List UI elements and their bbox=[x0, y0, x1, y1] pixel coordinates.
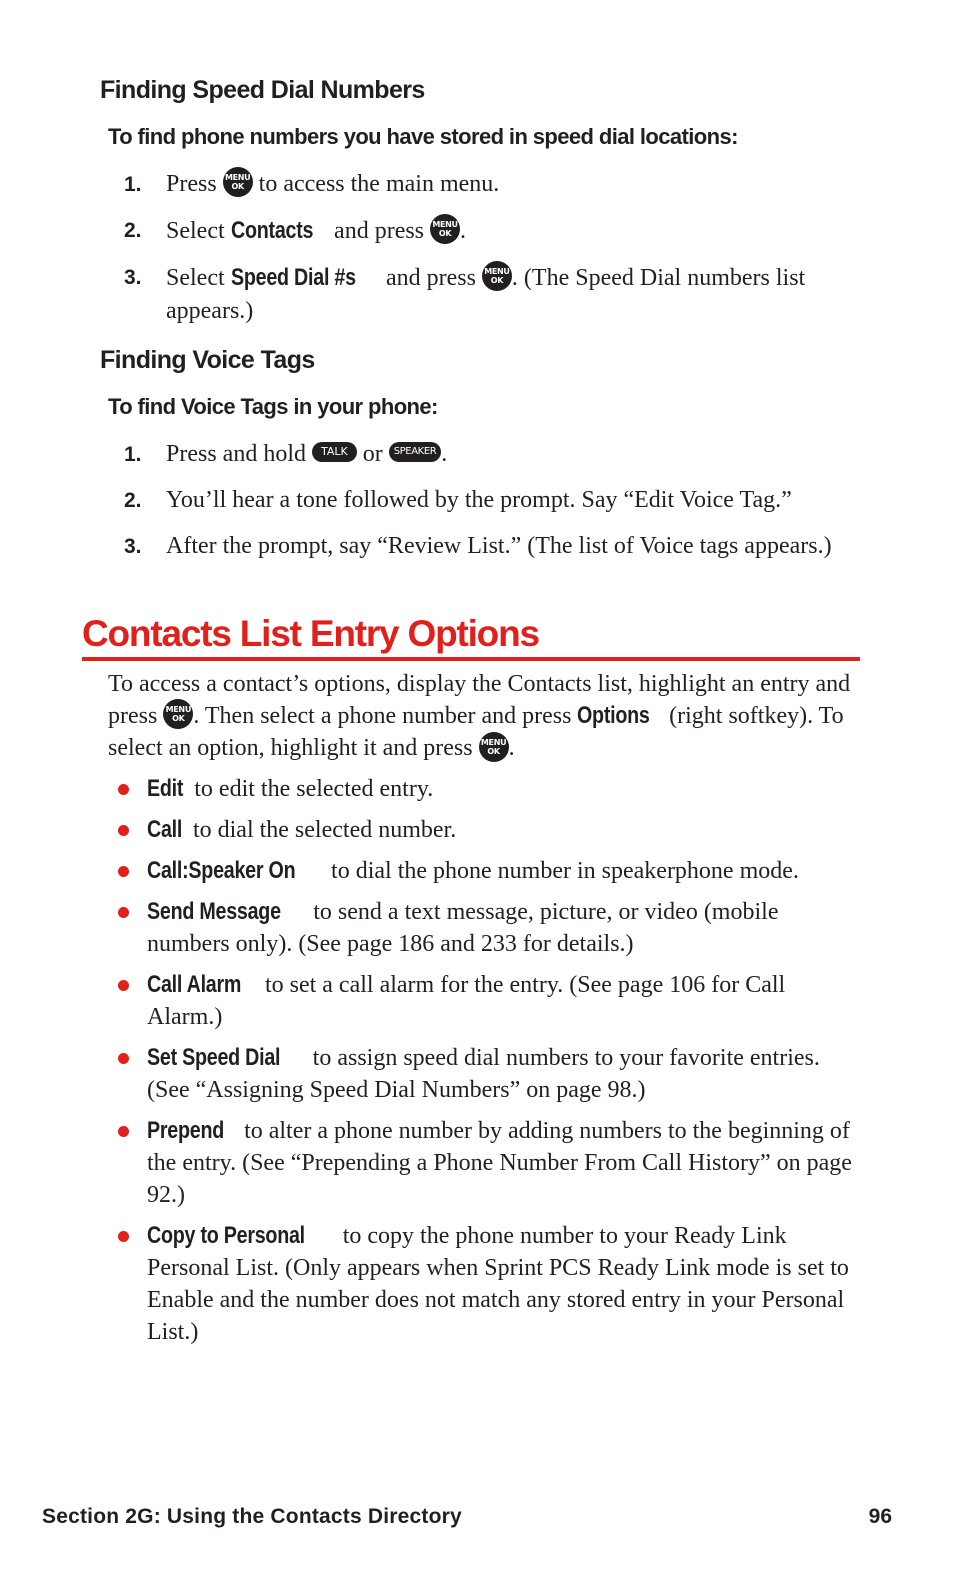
voice-tags-intro: To find Voice Tags in your phone: bbox=[108, 394, 438, 419]
options-intro-paragraph bbox=[108, 668, 858, 765]
bullet-dot-icon bbox=[118, 907, 129, 918]
step-number: 2. bbox=[124, 219, 142, 242]
option-description: to edit the selected entry. bbox=[194, 776, 434, 802]
bullet-dot-icon bbox=[118, 980, 129, 991]
step-text: After the prompt, say “Review List.” (The list of Voice tags appears.) bbox=[166, 533, 832, 559]
list-item bbox=[120, 261, 860, 328]
step-number: 1. bbox=[124, 173, 142, 196]
menu-ok-key-icon: MENU OK bbox=[482, 261, 512, 291]
list-item bbox=[120, 214, 860, 248]
menu-ok-key-icon: MENU OK bbox=[479, 732, 509, 762]
option-term: Call Alarm bbox=[147, 971, 242, 998]
list-item bbox=[120, 484, 860, 517]
step-number: 3. bbox=[124, 535, 142, 558]
step-text: Select bbox=[166, 265, 225, 291]
step-text: Press bbox=[166, 171, 217, 197]
heading-finding-voice-tags: Finding Voice Tags bbox=[100, 346, 315, 374]
option-term: Call bbox=[147, 816, 183, 843]
list-item bbox=[116, 855, 860, 887]
options-list bbox=[116, 773, 860, 1357]
speed-dial-intro: To find phone numbers you have stored in speed dial locations: bbox=[108, 124, 738, 149]
list-item bbox=[116, 814, 860, 846]
softkey-term: Options bbox=[577, 702, 651, 729]
menu-term: Speed Dial #s bbox=[230, 264, 356, 291]
menu-term: Contacts bbox=[230, 217, 313, 244]
bullet-dot-icon bbox=[118, 825, 129, 836]
speed-dial-steps bbox=[120, 168, 860, 341]
para-text: (right softkey). To select an option, highlight it and press bbox=[108, 703, 844, 762]
voice-tags-steps bbox=[120, 438, 860, 576]
step-text: and press bbox=[385, 265, 476, 291]
step-number: 2. bbox=[124, 489, 142, 512]
step-text: . (The Speed Dial numbers list appears.) bbox=[166, 265, 806, 324]
option-term: Prepend bbox=[147, 1117, 225, 1144]
step-text: Select bbox=[166, 218, 225, 244]
bullet-dot-icon bbox=[118, 1053, 129, 1064]
option-description: to send a text message, picture, or video (mobile numbers only). (See page 186 and 233 for details.) bbox=[147, 899, 779, 957]
option-description: to assign speed dial numbers to your favorite entries. (See “Assigning Speed Dial Numbers” on page 98.) bbox=[147, 1045, 820, 1103]
step-text: . bbox=[460, 218, 467, 244]
option-term: Set Speed Dial bbox=[147, 1044, 281, 1071]
option-description: to copy the phone number to your Ready Link Personal List. (Only appears when Sprint PCS Ready Link mode is set to Enable and the number does not match any stored entry in your Personal List.) bbox=[147, 1223, 849, 1345]
list-item bbox=[116, 1220, 860, 1348]
para-text: To access a contact’s options, display the Contacts list, highlight an entry and press bbox=[108, 671, 851, 729]
option-description: to set a call alarm for the entry. (See page 106 for Call Alarm.) bbox=[147, 972, 786, 1030]
list-item bbox=[120, 530, 860, 563]
bullet-dot-icon bbox=[118, 866, 129, 877]
bullet-dot-icon bbox=[118, 1231, 129, 1242]
list-item bbox=[116, 896, 860, 960]
step-text: Press and hold bbox=[166, 441, 306, 467]
section-title: Contacts List Entry Options bbox=[82, 612, 860, 661]
step-text: and press bbox=[334, 218, 425, 244]
para-text: . bbox=[508, 735, 515, 762]
option-term: Edit bbox=[147, 775, 184, 802]
list-item bbox=[116, 1115, 860, 1211]
list-item bbox=[120, 168, 860, 201]
option-term: Send Message bbox=[147, 898, 281, 925]
para-text: . Then select a phone number and press bbox=[193, 703, 572, 729]
option-term: Copy to Personal bbox=[147, 1222, 305, 1249]
step-number: 1. bbox=[124, 443, 142, 466]
list-item bbox=[116, 969, 860, 1033]
step-text: to access the main menu. bbox=[258, 171, 500, 197]
footer-section-label: Section 2G: Using the Contacts Directory bbox=[42, 1505, 462, 1528]
list-item bbox=[116, 1042, 860, 1106]
option-description: to alter a phone number by adding numbers to the beginning of the entry. (See “Prepending a Phone Number From Call History” on page 92.) bbox=[147, 1118, 852, 1208]
page-number: 96 bbox=[868, 1505, 892, 1528]
menu-ok-key-icon: MENU OK bbox=[163, 699, 193, 729]
bullet-dot-icon bbox=[118, 1126, 129, 1137]
menu-ok-key-icon: MENU OK bbox=[223, 167, 253, 197]
option-description: to dial the selected number. bbox=[192, 817, 457, 843]
talk-key-icon: TALK bbox=[312, 442, 357, 462]
heading-finding-speed-dial: Finding Speed Dial Numbers bbox=[100, 76, 425, 104]
option-term: Call:Speaker On bbox=[147, 857, 296, 884]
list-item bbox=[116, 773, 860, 805]
list-item bbox=[120, 438, 860, 471]
step-text: or bbox=[362, 441, 383, 467]
step-number: 3. bbox=[124, 266, 142, 289]
step-text: You’ll hear a tone followed by the prompt. Say “Edit Voice Tag.” bbox=[166, 487, 792, 513]
menu-ok-key-icon: MENU OK bbox=[430, 214, 460, 244]
step-text: . bbox=[441, 441, 448, 467]
option-description: to dial the phone number in speakerphone mode. bbox=[331, 858, 799, 884]
speaker-key-icon: SPEAKER bbox=[389, 442, 442, 462]
bullet-dot-icon bbox=[118, 784, 129, 795]
